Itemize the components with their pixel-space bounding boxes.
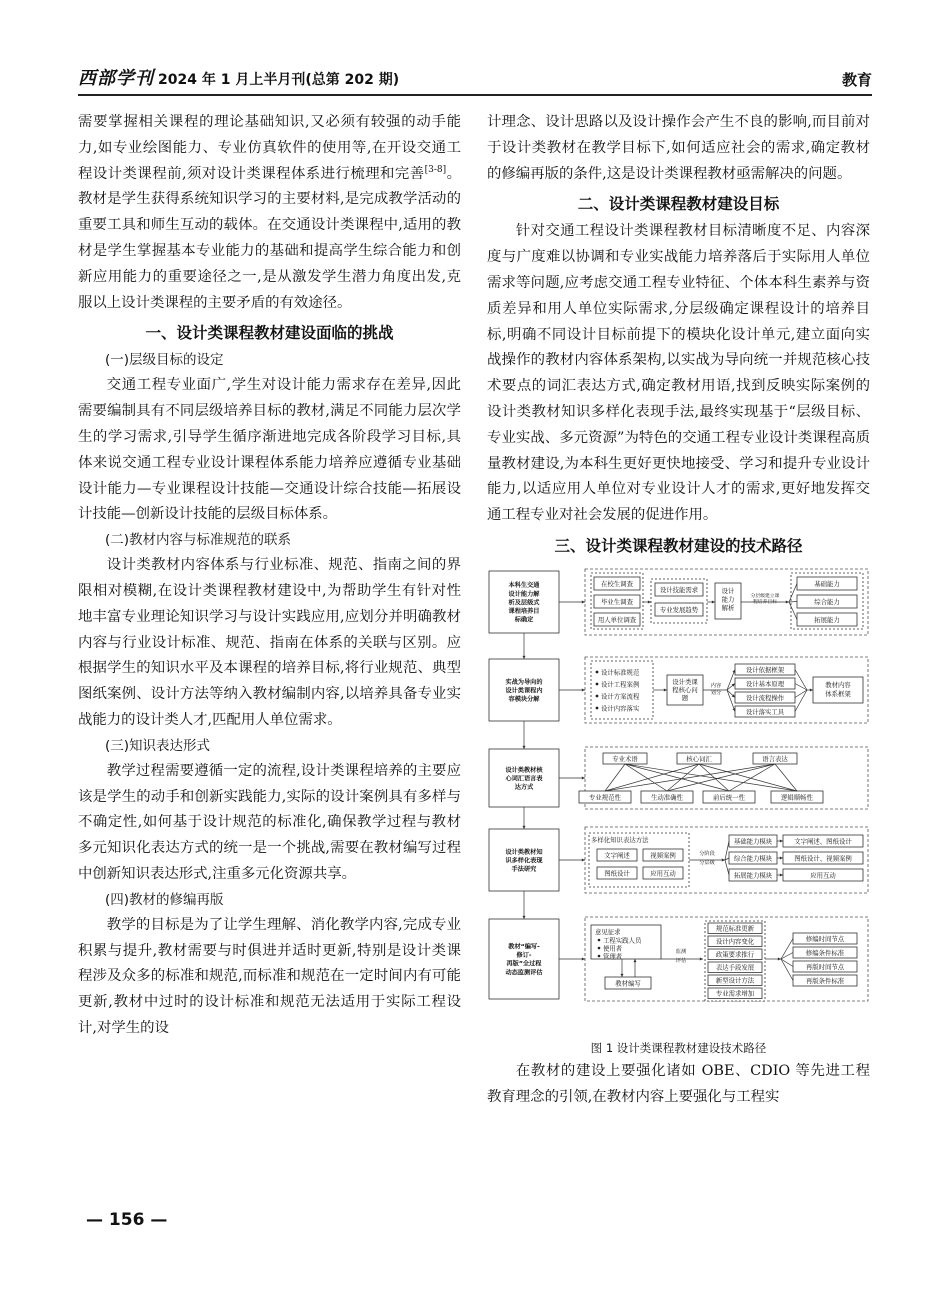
method-label: 应用互动	[650, 869, 676, 878]
subsection-heading: (二)教材内容与标准规范的联系	[105, 532, 292, 549]
paragraph: 针对交通工程设计类课程教材目标清晰度不足、内容深度与广度难以协调和专业实战能力培养落后于实际用人单位需求等问题,应考虑交通工程专业特征、个体本科生素养与资质差异和用人单位实际需求,分层级确定课程设计的培养目标,明确不同设计目标前提下的模块化设计单元,建立面向实战操作的教材内容体系架构,以实战为导向统一并规范核心技术要点的词汇表达方式,确定教材用语,找到反映实际案例的设计类教材知识多样化表现手法,最终实现基于“层级目标、专业实战、多元资源”为特色的交通工程专业设计类课程高质量教材建设,为本科生更好更快地接受、学习和提升专业设计能力,以适应用人单位对专业设计人才的需求,更好地发挥交通工程专业对社会发展的促进作用。	[487, 223, 870, 524]
method-label: 图纸设计	[604, 869, 630, 878]
journal-logo: 西部学刊	[78, 68, 154, 89]
bullet-dot	[596, 707, 599, 710]
subsection-heading: (三)知识表达形式	[105, 737, 211, 754]
ability-label: 基础能力	[814, 579, 840, 588]
bullet-dot	[598, 955, 601, 958]
paragraph: 教学过程需要遵循一定的流程,设计类课程培养的主要应该是学生的动手和创新实践能力,实际的设计案例具有多样与不确定性,如何基于设计规范的标准化,确保教学过程与教材多元知识化表达方式的统一是一个挑战,需要在教材编写过程中创新知识表达形式,注重多元化资源共享。	[78, 762, 461, 882]
section-heading: 三、设计类课程教材建设的技术路径	[554, 536, 803, 555]
write-label: 教材编写	[615, 979, 641, 988]
analysis-label: 设计	[721, 586, 735, 595]
methods-title: 多样化知识表达方法	[591, 835, 649, 844]
section-heading: 一、设计类课程教材建设面临的挑战	[145, 324, 394, 343]
ability-module-label: 拓展能力模块	[733, 871, 773, 880]
subsection-heading: (四)教材的修编再版	[105, 891, 224, 908]
ability-module-label: 基础能力模块	[733, 837, 773, 846]
node-label: 再版时间节点	[805, 962, 845, 971]
page-header	[78, 64, 872, 90]
step-label: 设计能力解	[508, 590, 540, 598]
flowchart-diagram	[487, 565, 870, 1035]
criteria-label: 前后统一性	[713, 793, 745, 802]
step-label: 设计类教材核	[505, 766, 543, 774]
people-label: 工程实践人员	[603, 936, 642, 945]
step-label: 设计类教材知	[505, 848, 543, 856]
analysis-label: 能力	[721, 595, 735, 604]
needs-label: 专业发展趋势	[659, 605, 699, 614]
paragraph: 在教材的建设上要强化诸如 OBE、CDIO 等先进工程教育理念的引领,在教材内容上要强化与工程实	[487, 1062, 870, 1105]
subsection-heading: (一)层级目标的设定	[105, 352, 224, 369]
term-label: 语言表达	[762, 754, 788, 763]
step-label: 本科生交通	[508, 582, 540, 590]
section-heading: 二、设计类课程教材建设目标	[577, 195, 780, 214]
paragraph: 教学的目标是为了让学生理解、消化教学内容,完成专业积累与提升,教材需要与时俱进并适时更新,特别是设计类课程涉及众多的标准和规范,而标准和规范在一定时间内有可能更新,教材中过时的设计标准和规范无法适用于实际工程设计,对学生的设	[78, 916, 461, 1036]
arrow-label: 监测	[675, 948, 687, 955]
core-label: 设计类课	[672, 677, 698, 686]
step-label: 课程培养目	[508, 607, 540, 615]
node-label: 修编条件标准	[805, 948, 845, 957]
survey-label: 在校生调查	[601, 579, 633, 588]
arrow-label: 分阶段	[699, 850, 715, 857]
arrow-label: 分层级建立课	[750, 593, 780, 599]
module-label: 设计流程操作	[745, 693, 785, 702]
bullet-label: 设计工程案例	[601, 680, 640, 689]
figure-caption: 图 1 设计类课程教材建设技术路径	[590, 1040, 767, 1055]
criteria-label: 生动准确性	[651, 793, 683, 802]
step-label: 教材“编写-	[508, 943, 540, 951]
header-rule	[78, 94, 872, 96]
arrowhead	[582, 776, 585, 779]
page-number: — 156 —	[86, 1210, 168, 1230]
opinion-title: 意见征求	[595, 927, 621, 936]
bullet-dot	[596, 671, 599, 674]
arrow-label: 程培养目标	[753, 599, 777, 605]
arrowhead	[522, 916, 525, 919]
arrowhead	[522, 656, 525, 659]
section-label: 教育	[841, 71, 872, 89]
ability-label: 拓展能力	[814, 615, 840, 624]
citation: [3-8]	[424, 164, 447, 175]
issue-info: 2024 年 1 月上半月刊(总第 202 期)	[158, 72, 400, 88]
core-label: 题	[681, 693, 689, 702]
step-label: 修订-	[516, 952, 532, 960]
survey-label: 用人单位调查	[597, 615, 637, 624]
step-label: 识多样化表现	[505, 857, 543, 865]
step-label: 析及层级式	[508, 599, 540, 607]
step-label: 再版”全过程	[506, 960, 542, 968]
bullet-dot	[596, 695, 599, 698]
paragraph: 交通工程专业面广,学生对设计能力需求存在差异,因此需要编制具有不同层级培养目标的教材,满足不同能力层次学生的学习需求,引导学生循序渐进地完成各阶段学习目标,具体来说交通工程专业设计课程体系能力培养应遵循专业基础设计能力—专业课程设计技能—交通设计综合技能—拓展设计技能—创新设计技能的层级目标体系。	[78, 377, 461, 523]
output-label: 图纸设计、视频案例	[794, 854, 852, 863]
node-label: 再版条件标准	[805, 976, 845, 985]
change-label: 专业需求增加	[715, 989, 755, 998]
ability-label: 综合能力	[814, 597, 840, 606]
module-label: 设计落实工具	[745, 707, 785, 716]
arrow-label: 内容	[710, 682, 722, 689]
module-label: 设计基本原理	[745, 679, 785, 688]
step-label: 标确定	[514, 616, 534, 624]
people-label: 使用者	[603, 944, 623, 953]
term-label: 专业术语	[612, 754, 638, 763]
change-label: 政策要求推行	[715, 950, 755, 959]
arrowhead	[582, 957, 585, 960]
term-label: 核心词汇	[686, 754, 712, 763]
arrow-label: 划分	[710, 689, 722, 696]
frame-label: 体系框架	[825, 689, 851, 698]
figure-1	[487, 565, 870, 1035]
survey-label: 毕业生调查	[601, 597, 633, 606]
output-label: 应用互动	[810, 871, 836, 880]
bullet-label: 设计内容落实	[601, 704, 640, 713]
node-label: 修编时间节点	[805, 934, 845, 943]
arrowhead	[522, 746, 525, 749]
arrowhead	[582, 858, 585, 861]
method-label: 文字阐述	[604, 851, 630, 860]
people-label: 管理者	[603, 952, 623, 961]
step-label: 实战为导向的	[505, 678, 543, 686]
output-label: 文字阐述、图纸设计	[794, 837, 852, 846]
bullet-dot	[596, 683, 599, 686]
step-label: 达方式	[514, 783, 534, 791]
paragraph: 需要掌握相关课程的理论基础知识,又必须有较强的动手能力,如专业绘图能力、专业仿真软件的使用等,在开设交通工程设计类课程前,须对设计类课程体系进行梳理和完善[3-8]。教材是学生获得系统知识学习的主要材料,是完成教学活动的重要工具和师生互动的载体。在交通设计类课程中,适用的教材是学生掌握基本专业能力的基础和提高学生综合能力和创新应用能力的重要途径之一,是从激发学生潜力角度出发,克服以上设计类课程的主要矛盾的有效途径。	[78, 114, 461, 311]
frame-label: 教材内容	[825, 680, 851, 689]
module-label: 设计依据框架	[745, 665, 785, 674]
core-label: 程核心问	[672, 685, 698, 694]
criteria-label: 逻辑顺畅性	[781, 793, 813, 802]
bullet-dot	[598, 947, 601, 950]
step-label: 设计类课程内	[505, 687, 543, 695]
change-label: 规范标准更新	[715, 924, 755, 933]
arrowhead	[522, 826, 525, 829]
method-label: 视频案例	[650, 851, 676, 860]
criteria-label: 专业规范性	[589, 793, 621, 802]
change-label: 设计内容变化	[715, 937, 755, 946]
arrow-label: 评估	[675, 957, 687, 964]
paragraph: 计理念、设计思路以及设计操作会产生不良的影响,而目前对于设计类教材在教学目标下,如何适应社会的需求,确定教材的修编再版的条件,这是设计类课程教材亟需解决的问题。	[487, 114, 870, 182]
step-label: 动态监测评估	[505, 969, 543, 977]
paragraph: 设计类教材内容体系与行业标准、规范、指南之间的界限相对模糊,在设计类课程教材建设中,为帮助学生有针对性地丰富专业理论知识学习与设计实践应用,应划分并明确教材内容与行业设计标准、规范、指南在体系的关联与区别。应根据学生的知识水平及本课程的培养目标,将行业规范、典型图纸案例、设计方法等纳入教材编制内容,以培养具备专业实战能力的设计类人才,匹配用人单位需求。	[78, 557, 461, 728]
change-label: 新型设计方法	[715, 976, 755, 985]
arrow-label: 分层级	[699, 859, 715, 866]
left-column	[78, 110, 461, 1042]
needs-label: 设计技能需求	[659, 585, 699, 594]
bullet-dot	[598, 939, 601, 942]
right-column	[487, 110, 870, 1111]
bullet-label: 设计方案流程	[601, 692, 640, 701]
step-label: 手法研究	[511, 865, 537, 873]
arrowhead	[582, 600, 585, 603]
step-label: 容模块分解	[508, 695, 540, 703]
ability-module-label: 综合能力模块	[733, 854, 773, 863]
analysis-label: 解析	[721, 603, 735, 612]
step-label: 心词汇语言表	[505, 775, 543, 783]
connector-line	[789, 601, 797, 602]
bullet-label: 设计标准规范	[601, 668, 640, 677]
arrowhead	[582, 688, 585, 691]
change-label: 表达手段发展	[715, 963, 755, 972]
